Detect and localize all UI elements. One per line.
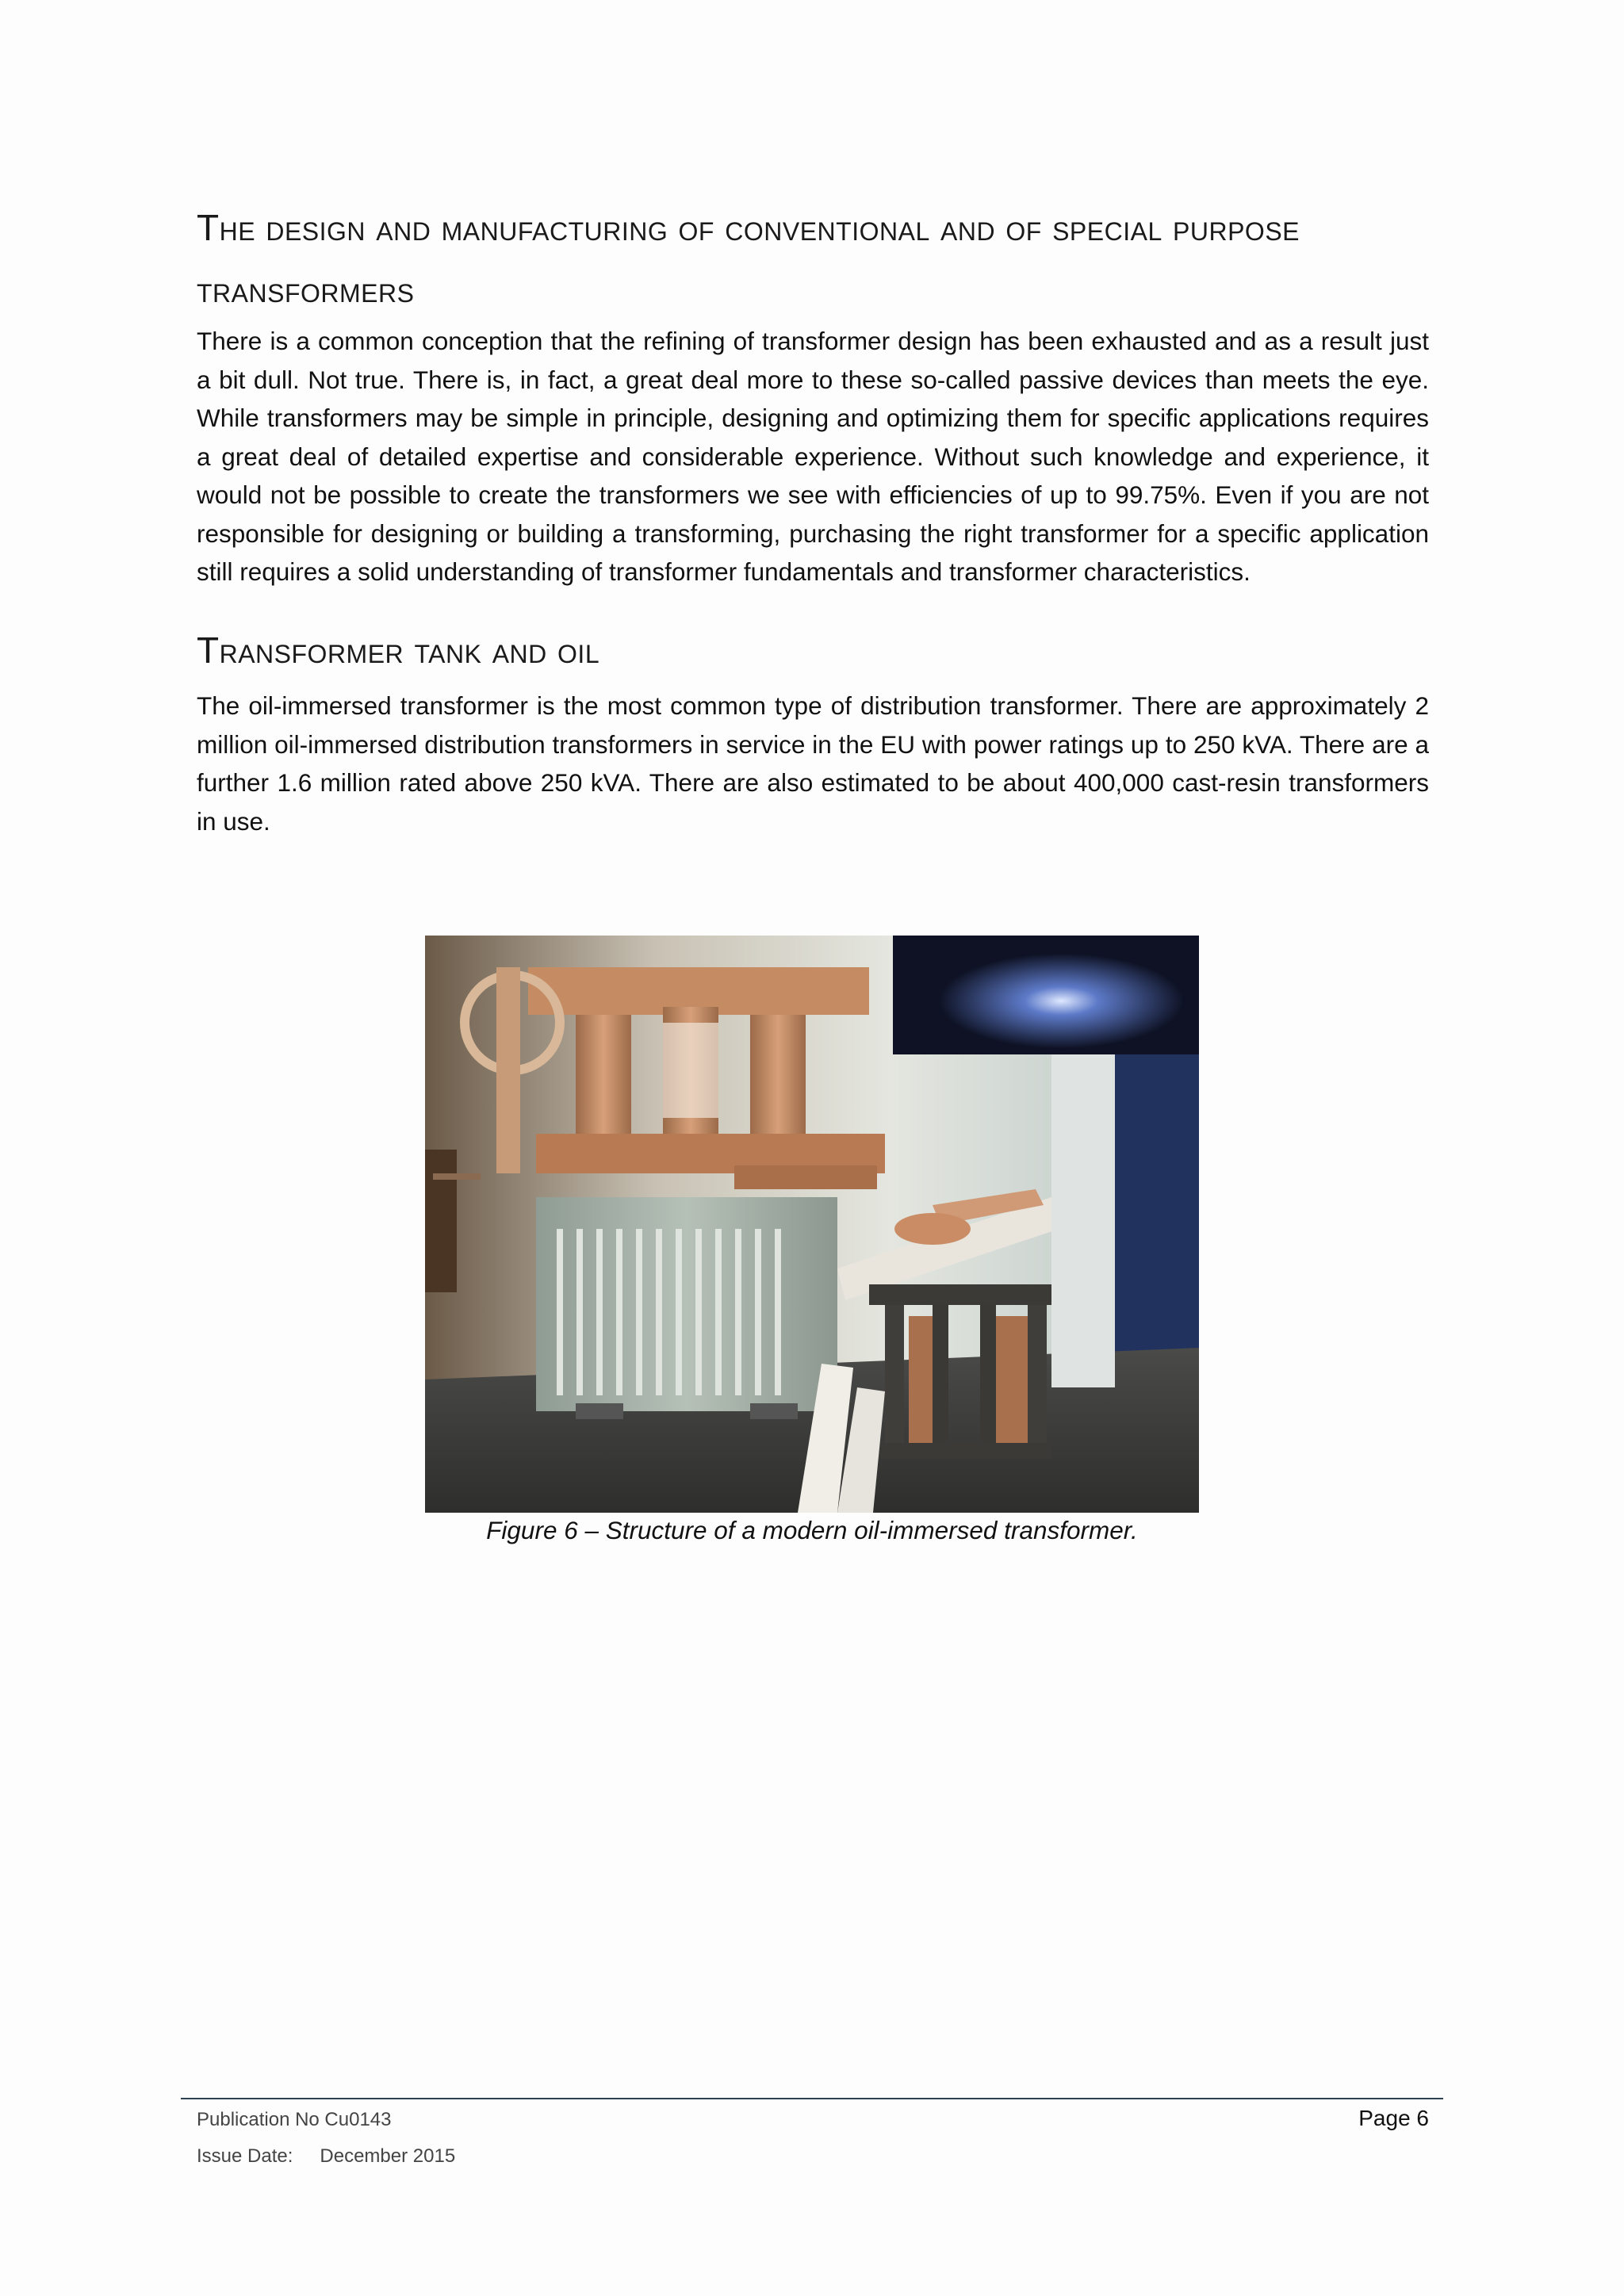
issue-date-label: Issue Date: (197, 2145, 293, 2167)
section-paragraph-design: There is a common conception that the refining of transformer design has been exhausted and as a result just a bit dull. Not true. There is, in fact, a great deal more to these so-called passive devices than meets the eye. While transformers may be simple in principle, designing and optimizing them for specific applications requires a great deal of detailed expertise and considerable experience. Without such knowledge and experience, it would not be possible to create the transformers we see with efficiencies of up to 99.75%. Even if you are not responsible for designing or building a transforming, purchasing the right transformer for a specific application still requires a solid understanding of transformer fundamentals and transformer characteristics. (197, 327, 1429, 586)
issue-date (197, 2145, 455, 2168)
section-heading-tank-oil: Transformer tank and oil (197, 629, 600, 671)
publication-number: Publication No Cu0143 (197, 2109, 392, 2130)
transformer-photo (425, 936, 1199, 1513)
section-heading-design: The design and manufacturing of conventional and of special purpose transformers (197, 207, 1300, 310)
issue-date-value: December 2015 (320, 2145, 456, 2167)
page-number: Page 6 (1358, 2106, 1429, 2130)
footer-divider (181, 2098, 1443, 2099)
section-paragraph-tank-oil: The oil-immersed transformer is the most common type of distribution transformer. There are approximately 2 million oil-immersed distribution transformers in service in the EU with power ratings up to 250 kVA. There are a further 1.6 million rated above 250 kVA. There are also estimated to be about 400,000 cast-resin transformers in use. (197, 691, 1429, 836)
figure-caption: Figure 6 – Structure of a modern oil-immersed transformer. (486, 1516, 1138, 1544)
